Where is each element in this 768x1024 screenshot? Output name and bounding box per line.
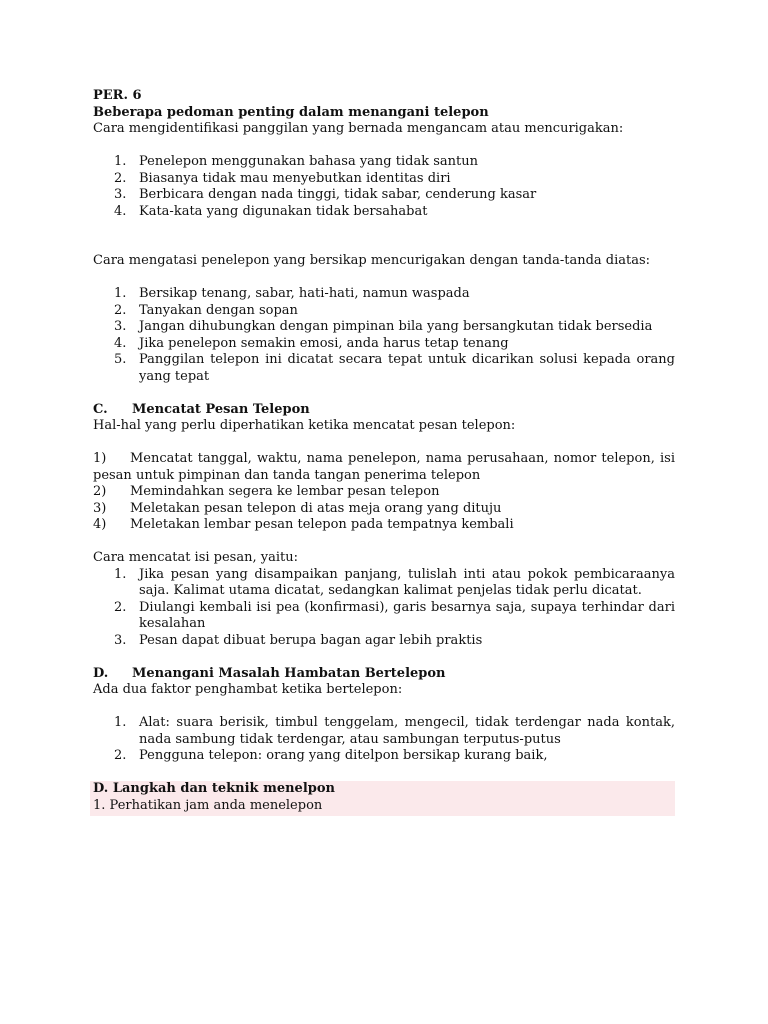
list-item [93,286,675,303]
document-title: Beberapa pedoman penting dalam menangani telepon [93,104,489,120]
spacer [93,220,675,237]
list-item [93,187,675,204]
list-text: Mencatat tanggal, waktu, nama penelepon, nama perusahaan, nomor telepon, isi pesan untuk pimpinan dan tanda tangan penerima telepon [93,451,675,483]
list-number: 1. [114,154,127,169]
identify-list [93,154,675,220]
handling-list [93,286,675,385]
list-number: 2) [93,484,107,499]
spacer [93,699,675,716]
section-title: Menangani Masalah Hambatan Bertelepon [132,665,446,681]
section-c-heading [93,402,675,419]
section-title: Mencatat Pesan Telepon [132,401,310,417]
list-text: Penelepon menggunakan bahasa yang tidak santun [139,154,478,169]
list-text: Tanyakan dengan sopan [139,302,298,318]
list-number: 4. [114,203,127,219]
list-text: Bersikap tenang, sabar, hati-hati, namun waspada [139,286,470,301]
list-text: Meletakan lembar pesan telepon pada tempatnya kembali [130,517,514,532]
spacer [93,534,675,551]
list-text: Jika penelepon semakin emosi, anda harus tetap tenang [139,335,509,351]
handling-intro: Cara mengatasi penelepon yang bersikap mencurigakan dengan tanda-tanda diatas: [93,253,651,268]
spacer [93,270,675,287]
list-text: Pesan dapat dibuat berupa bagan agar lebih praktis [139,632,483,648]
list-text: Biasanya tidak mau menyebutkan identitas diri [139,170,451,186]
list-item [93,451,675,484]
list-item [93,319,675,336]
section-letter: C. [93,401,108,417]
list-number: 3. [114,319,127,334]
list-number: 1. [114,566,127,582]
list-number: 2. [114,599,127,615]
list-number: 4) [93,517,107,532]
message-content-intro: Cara mencatat isi pesan, yaitu: [93,550,298,565]
document-content [93,88,675,816]
list-item [93,633,675,650]
list-item [93,748,675,765]
list-number: 5. [114,352,127,367]
spacer [93,435,675,452]
list-number: 1) [93,451,107,466]
list-item [93,600,675,633]
spacer [93,765,675,782]
list-number: 1. [114,286,127,301]
intro-paragraph: Cara mengidentifikasi panggilan yang bernada mengancam atau mencurigakan: [93,121,624,136]
section-d2-item: 1. Perhatikan jam anda menelepon [90,798,675,817]
list-number: 2. [114,170,127,186]
list-text: Diulangi kembali isi pea (konfirmasi), garis besarnya saja, supaya terhindar dari kesalahan [139,599,675,631]
list-item [93,567,675,600]
spacer [93,237,675,254]
list-item [93,715,675,748]
list-item [93,303,675,320]
list-text: Pengguna telepon: orang yang ditelpon bersikap kurang baik, [139,748,548,763]
list-text: Memindahkan segera ke lembar pesan telepon [130,484,440,499]
obstacle-list [93,715,675,765]
list-text: Jangan dihubungkan dengan pimpinan bila yang bersangkutan tidak bersedia [139,319,653,334]
list-text: Alat: suara berisik, timbul tenggelam, mengecil, tidak terdengar nada kontak, nada sambung tidak terdengar, atau sambungan terputus-putus [139,715,675,747]
list-item [93,154,675,171]
section-d-intro: Ada dua faktor penghambat ketika bertelepon: [93,682,403,697]
list-number: 2. [114,302,127,318]
list-number: 3) [93,500,107,516]
page-number-heading: PER. 6 [93,88,142,103]
list-number: 3. [114,187,127,202]
section-d-heading [93,666,675,683]
section-letter: D. [93,665,109,681]
list-item [93,352,675,385]
spacer [93,649,675,666]
spacer [93,138,675,155]
list-number: 1. [114,715,127,730]
list-number: 3. [114,632,127,648]
spacer [93,385,675,402]
list-text: Meletakan pesan telepon di atas meja orang yang dituju [130,500,502,516]
list-text: Kata-kata yang digunakan tidak bersahabat [139,203,428,219]
list-item [93,204,675,221]
section-d2-heading: D. Langkah dan teknik menelpon [90,781,675,798]
list-text: Berbicara dengan nada tinggi, tidak sabar, cenderung kasar [139,187,537,202]
list-number: 4. [114,335,127,351]
list-item [93,501,675,518]
list-item [93,171,675,188]
message-content-list [93,567,675,650]
list-text: Jika pesan yang disampaikan panjang, tulislah inti atau pokok pembicaraanya saja. Kalimat utama dicatat, sedangkan kalimat penjelas tidak perlu dicatat. [139,566,675,598]
list-text: Panggilan telepon ini dicatat secara tepat untuk dicarikan solusi kepada orang yang tepat [139,352,675,384]
section-c-intro: Hal-hal yang perlu diperhatikan ketika mencatat pesan telepon: [93,418,516,433]
list-item [93,517,675,534]
message-steps-list [93,451,675,534]
list-number: 2. [114,748,127,763]
list-item [93,336,675,353]
list-item [93,484,675,501]
